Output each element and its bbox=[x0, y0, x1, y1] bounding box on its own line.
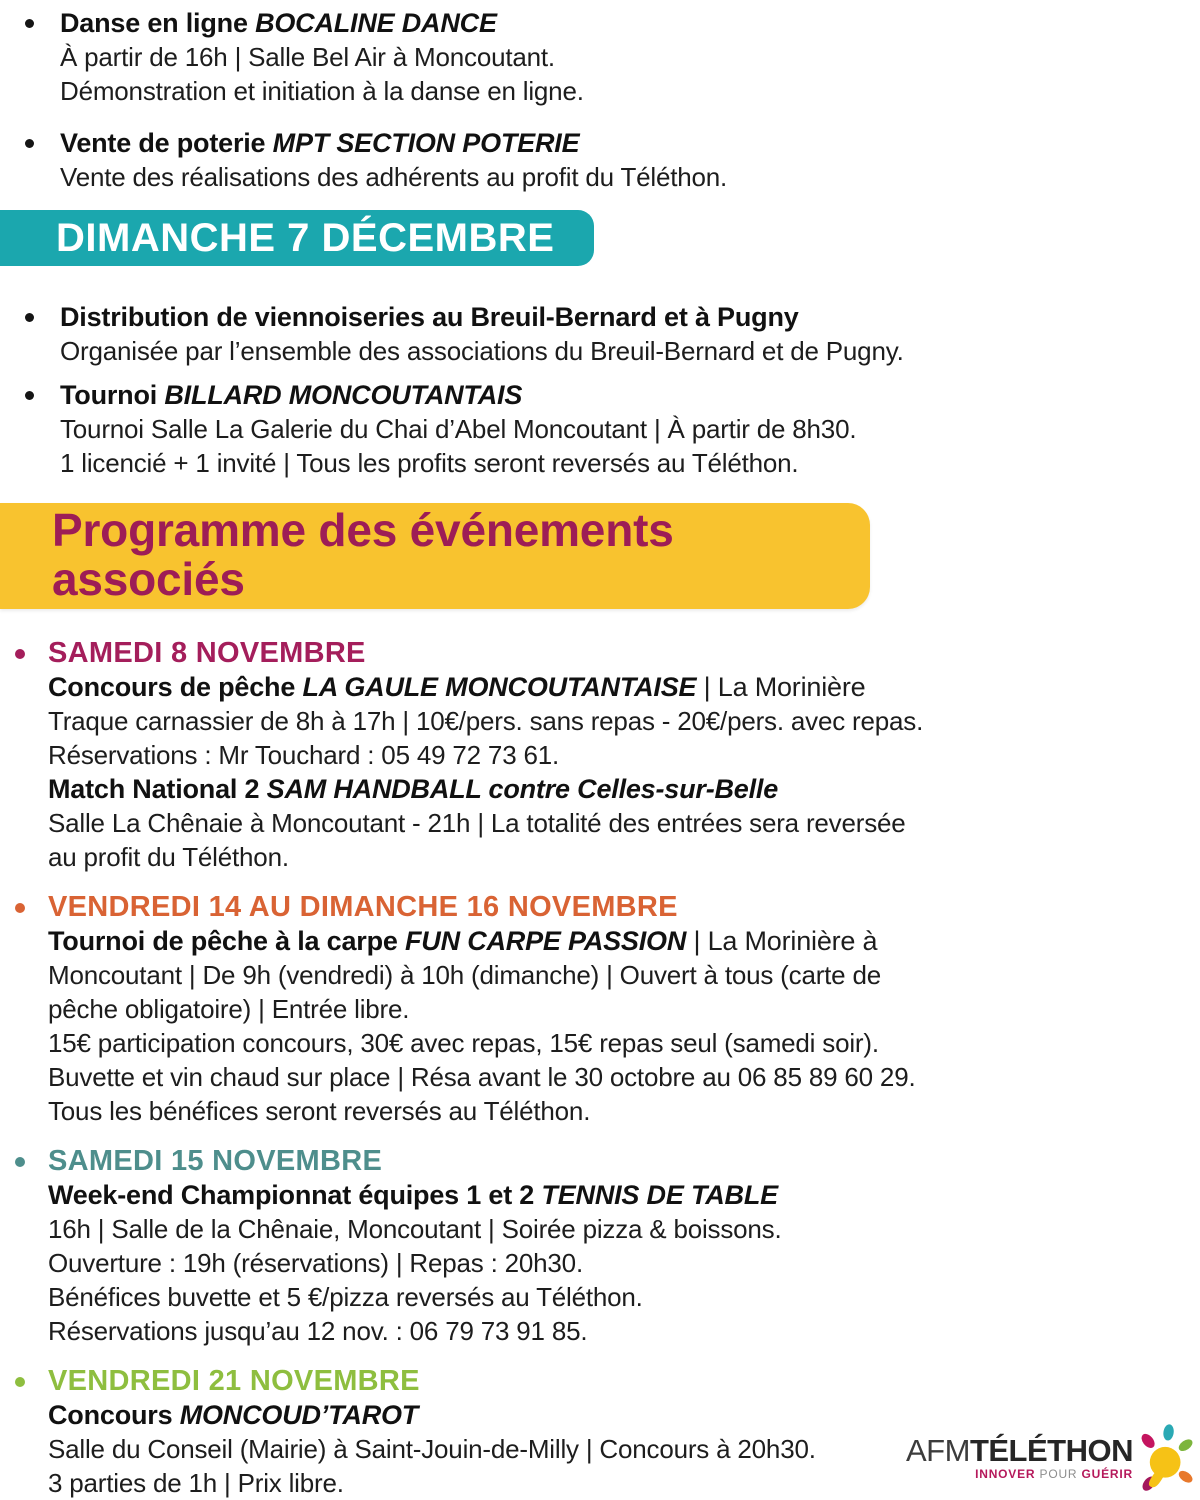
event-title-rest: | La Morinière à bbox=[686, 926, 878, 956]
event-detail-line: Réservations : Mr Touchard : 05 49 72 73 61. bbox=[48, 740, 560, 770]
section-vendredi-14-au-dimanche-16-novembre bbox=[48, 890, 1200, 1128]
event-title bbox=[48, 772, 1200, 806]
programme-banner bbox=[0, 503, 870, 609]
event-title-text: Match National 2 bbox=[48, 774, 267, 804]
logo-tagline bbox=[906, 1467, 1133, 1481]
bullet-icon bbox=[25, 19, 34, 28]
event-detail-line: Démonstration et initiation à la danse en ligne. bbox=[60, 76, 584, 106]
bullet-icon bbox=[15, 649, 25, 659]
event-detail-line: 15€ participation concours, 30€ avec repas, 15€ repas seul (samedi soir). bbox=[48, 1028, 879, 1058]
event-brand: MONCOUD’TAROT bbox=[179, 1400, 419, 1430]
event-detail-line: Vente des réalisations des adhérents au profit du Téléthon. bbox=[60, 162, 728, 192]
logo-afm-text: AFM bbox=[906, 1432, 970, 1468]
bullet-icon bbox=[15, 1157, 25, 1167]
bullet-icon bbox=[25, 391, 34, 400]
event-title bbox=[48, 1178, 1200, 1212]
event-title bbox=[60, 126, 1200, 160]
event-title-text: Concours bbox=[48, 1400, 180, 1430]
event-title bbox=[60, 300, 1200, 334]
event-brand: SAM HANDBALL contre Celles-sur-Belle bbox=[266, 774, 779, 804]
section-date-label: VENDREDI 14 AU DIMANCHE 16 NOVEMBRE bbox=[48, 891, 678, 923]
event-detail-line: Buvette et vin chaud sur place | Résa avant le 30 octobre au 06 85 89 60 29. bbox=[48, 1062, 916, 1092]
event-detail-line: 1 licencié + 1 invité | Tous les profits seront reversés au Téléthon. bbox=[60, 448, 799, 478]
section-samedi-15-novembre bbox=[48, 1144, 1200, 1348]
event-item bbox=[48, 670, 1200, 772]
event-title bbox=[60, 6, 1200, 40]
event-detail-line: pêche obligatoire) | Entrée libre. bbox=[48, 994, 410, 1024]
telethon-starburst-icon bbox=[1137, 1423, 1195, 1493]
event-title bbox=[60, 378, 1200, 412]
event-title-text: Vente de poterie bbox=[60, 128, 273, 158]
event-detail-line: Salle La Chênaie à Moncoutant - 21h | La totalité des entrées sera reversée bbox=[48, 808, 906, 838]
event-brand: TENNIS DE TABLE bbox=[541, 1180, 778, 1210]
event-title-rest: | La Morinière bbox=[696, 672, 866, 702]
event-item bbox=[48, 924, 1200, 1128]
event-title-text: Distribution de viennoiseries au Breuil-Bernard et à Pugny bbox=[60, 302, 799, 332]
event-detail-line: Tournoi Salle La Galerie du Chai d’Abel Moncoutant | À partir de 8h30. bbox=[60, 414, 857, 444]
event-detail-line: 3 parties de 1h | Prix libre. bbox=[48, 1468, 344, 1498]
dimanche-7-decembre-banner bbox=[0, 210, 594, 266]
event-detail-line: Traque carnassier de 8h à 17h | 10€/pers. sans repas - 20€/pers. avec repas. bbox=[48, 706, 924, 736]
section-date-label: SAMEDI 15 NOVEMBRE bbox=[48, 1145, 383, 1177]
event-brand: FUN CARPE PASSION bbox=[405, 926, 687, 956]
event-detail-line: À partir de 16h | Salle Bel Air à Moncoutant. bbox=[60, 42, 555, 72]
top-events bbox=[0, 0, 1200, 194]
event-item bbox=[48, 772, 1200, 874]
event-title-text: Tournoi de pêche à la carpe bbox=[48, 926, 406, 956]
event-title-text: Concours de pêche bbox=[48, 672, 303, 702]
event-title bbox=[48, 924, 1200, 958]
tagline-guerir: GUÉRIR bbox=[1081, 1466, 1133, 1481]
section-date-header bbox=[48, 636, 1200, 670]
tagline-pour: POUR bbox=[1035, 1466, 1082, 1481]
bullet-icon bbox=[15, 1377, 25, 1387]
section-date-label: VENDREDI 21 NOVEMBRE bbox=[48, 1365, 420, 1397]
bullet-icon bbox=[25, 313, 34, 322]
event-detail-line: Moncoutant | De 9h (vendredi) à 10h (dimanche) | Ouvert à tous (carte de bbox=[48, 960, 881, 990]
event-detail-line: Tous les bénéfices seront reversés au Téléthon. bbox=[48, 1096, 591, 1126]
bullet-icon bbox=[25, 139, 34, 148]
programme-banner-line2: associés bbox=[52, 553, 245, 605]
section-date-header bbox=[48, 890, 1200, 924]
associated-events bbox=[0, 636, 1200, 1500]
section-date-label: SAMEDI 8 NOVEMBRE bbox=[48, 637, 366, 669]
dimanche-events bbox=[0, 294, 1200, 480]
section-date-header bbox=[48, 1144, 1200, 1178]
event-detail-line: Bénéfices buvette et 5 €/pizza reversés au Téléthon. bbox=[48, 1282, 643, 1312]
tagline-innover: INNOVER bbox=[975, 1466, 1036, 1481]
event-detail-line: 16h | Salle de la Chênaie, Moncoutant | Soirée pizza & boissons. bbox=[48, 1214, 782, 1244]
event-detail-line: Réservations jusqu’au 12 nov. : 06 79 73 91 85. bbox=[48, 1316, 588, 1346]
event-detail-line: Ouverture : 19h (réservations) | Repas : 20h30. bbox=[48, 1248, 583, 1278]
event-brand: LA GAULE MONCOUTANTAISE bbox=[302, 672, 697, 702]
event-title-text: Danse en ligne bbox=[60, 8, 256, 38]
logo-telethon-text: TÉLÉTHON bbox=[969, 1432, 1133, 1468]
programme-banner-line1: Programme des événements bbox=[52, 504, 674, 556]
event-tournoi-billard bbox=[0, 378, 1200, 480]
bullet-icon bbox=[15, 903, 25, 913]
section-samedi-8-novembre bbox=[48, 636, 1200, 874]
event-brand: BILLARD MONCOUTANTAIS bbox=[164, 380, 523, 410]
event-title bbox=[48, 670, 1200, 704]
event-distribution-viennoiseries bbox=[0, 300, 1200, 368]
event-detail-line: Salle du Conseil (Mairie) à Saint-Jouin-de-Milly | Concours à 20h30. bbox=[48, 1434, 816, 1464]
event-vente-poterie bbox=[0, 126, 1200, 194]
event-brand: BOCALINE DANCE bbox=[255, 8, 497, 38]
event-item bbox=[48, 1178, 1200, 1348]
event-brand: MPT SECTION POTERIE bbox=[272, 128, 580, 158]
event-title-text: Tournoi bbox=[60, 380, 165, 410]
section-date-header bbox=[48, 1364, 1200, 1398]
afm-telethon-logo bbox=[906, 1423, 1195, 1493]
event-detail-line: au profit du Téléthon. bbox=[48, 842, 289, 872]
event-detail-line: Organisée par l’ensemble des associations du Breuil-Bernard et de Pugny. bbox=[60, 336, 904, 366]
banner-label: DIMANCHE 7 DÉCEMBRE bbox=[56, 216, 555, 260]
logo-wordmark bbox=[906, 1432, 1133, 1481]
event-title-text: Week-end Championnat équipes 1 et 2 bbox=[48, 1180, 542, 1210]
event-danse-en-ligne bbox=[0, 6, 1200, 108]
